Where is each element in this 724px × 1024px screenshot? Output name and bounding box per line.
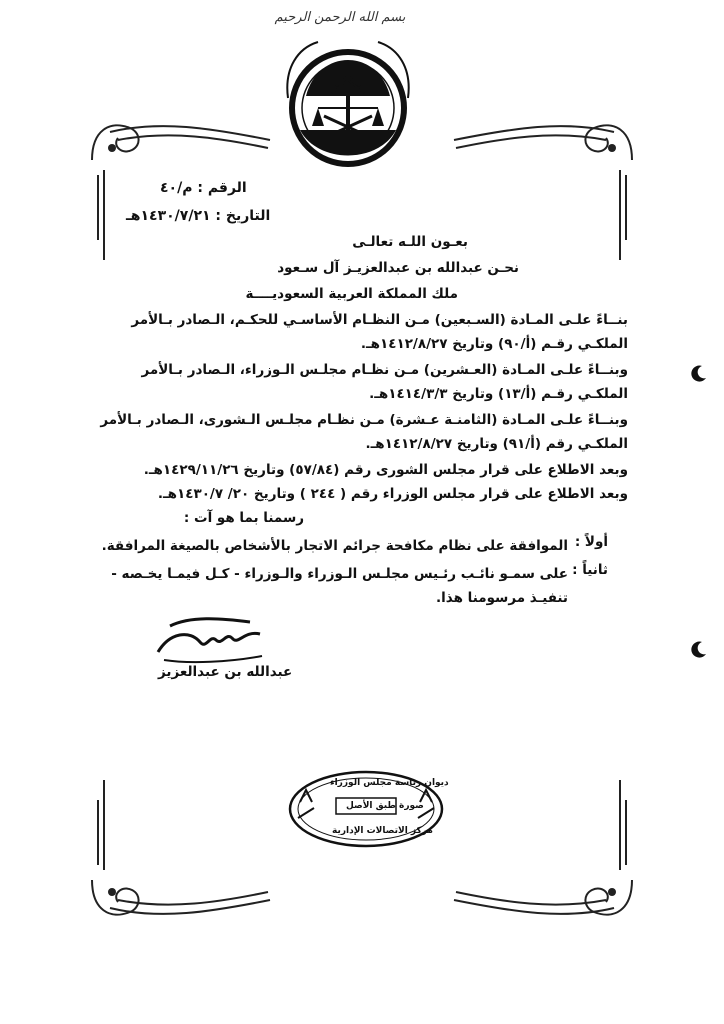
punch-hole-mark [690, 364, 708, 382]
stamp-certified-copy: صورة طبق الأصل [346, 801, 424, 811]
basmala: بسم الله الرحمن الرحيم [274, 10, 406, 25]
decree-date: التاريخ : ١٤٣٠/٧/٢١هـ [126, 208, 271, 224]
intro-king-name: نحـن عبدالله بن عبدالعزيـز آل سـعود [277, 260, 519, 276]
decree-item-1-label: أولاً : [574, 534, 608, 550]
intro-invocation: بعـون اللـه تعالـى [352, 234, 468, 250]
decree-number: الرقم : م/٤٠ [160, 180, 247, 196]
paragraph-shura-law: وبنــاءً علـى المـادة (الثامنـة عـشرة) مـن نظـام مجلـس الـشورى، الـصادر بـالأمر الملكـي رقم (أ/٩١) وتاريخ ١٤١٢/٨/٢٧هـ. [100, 412, 628, 452]
decree-item-2-text: على سمـو نائـب رئـيس مجلـس الـوزراء والـوزراء - كـل فيمـا يخـصه - تنفيـذ مرسومنا هذا. [111, 566, 568, 606]
saudi-emblem-seal [278, 38, 418, 168]
stamp-office-name: ديوان رئاسة مجلس الوزراء [330, 778, 449, 788]
decree-item-2-label: ثانياً : [572, 562, 608, 578]
decree-lead: رسمنا بما هو آت : [183, 510, 304, 526]
paragraph-shura-decision: وبعد الاطلاع على قرار مجلس الشورى رقم (٥٧/٨٤) وتاريخ ١٤٢٩/١١/٢٦هـ. [143, 462, 628, 478]
paragraph-ministers-decision: وبعد الاطلاع على قرار مجلس الوزراء رقم ( ٢٤٤ ) وتاريخ ٢٠/ ١٤٣٠/٧هـ. [157, 486, 628, 502]
decree-item-1-text: الموافقة على نظام مكافحة جرائم الاتجار بالأشخاص بالصيغة المرافقة. [101, 538, 568, 554]
signer-name: عبدالله بن عبدالعزيز [158, 664, 293, 680]
paragraph-basic-law: بنــاءً علـى المـادة (السـبعين) مـن النظـام الأساسـي للحكـم، الـصادر بـالأمر الملكـي رقـم (أ/٩٠) وتاريخ ١٤١٢/٨/٢٧هـ. [131, 312, 628, 352]
punch-hole-mark [690, 640, 708, 658]
paragraph-council-of-ministers-law: وبنــاءً علـى المـادة (العـشرين) مـن نظـام مجلـس الـوزراء، الـصادر بـالأمر الملكـي رقـم (أ/١٣) وتاريخ ١٤١٤/٣/٣هـ. [141, 362, 628, 402]
royal-signature [150, 612, 270, 672]
stamp-admin-center: مركز الاتصالات الإدارية [332, 826, 433, 836]
intro-king-title: ملك المملكة العربية السعوديــــة [245, 286, 458, 302]
